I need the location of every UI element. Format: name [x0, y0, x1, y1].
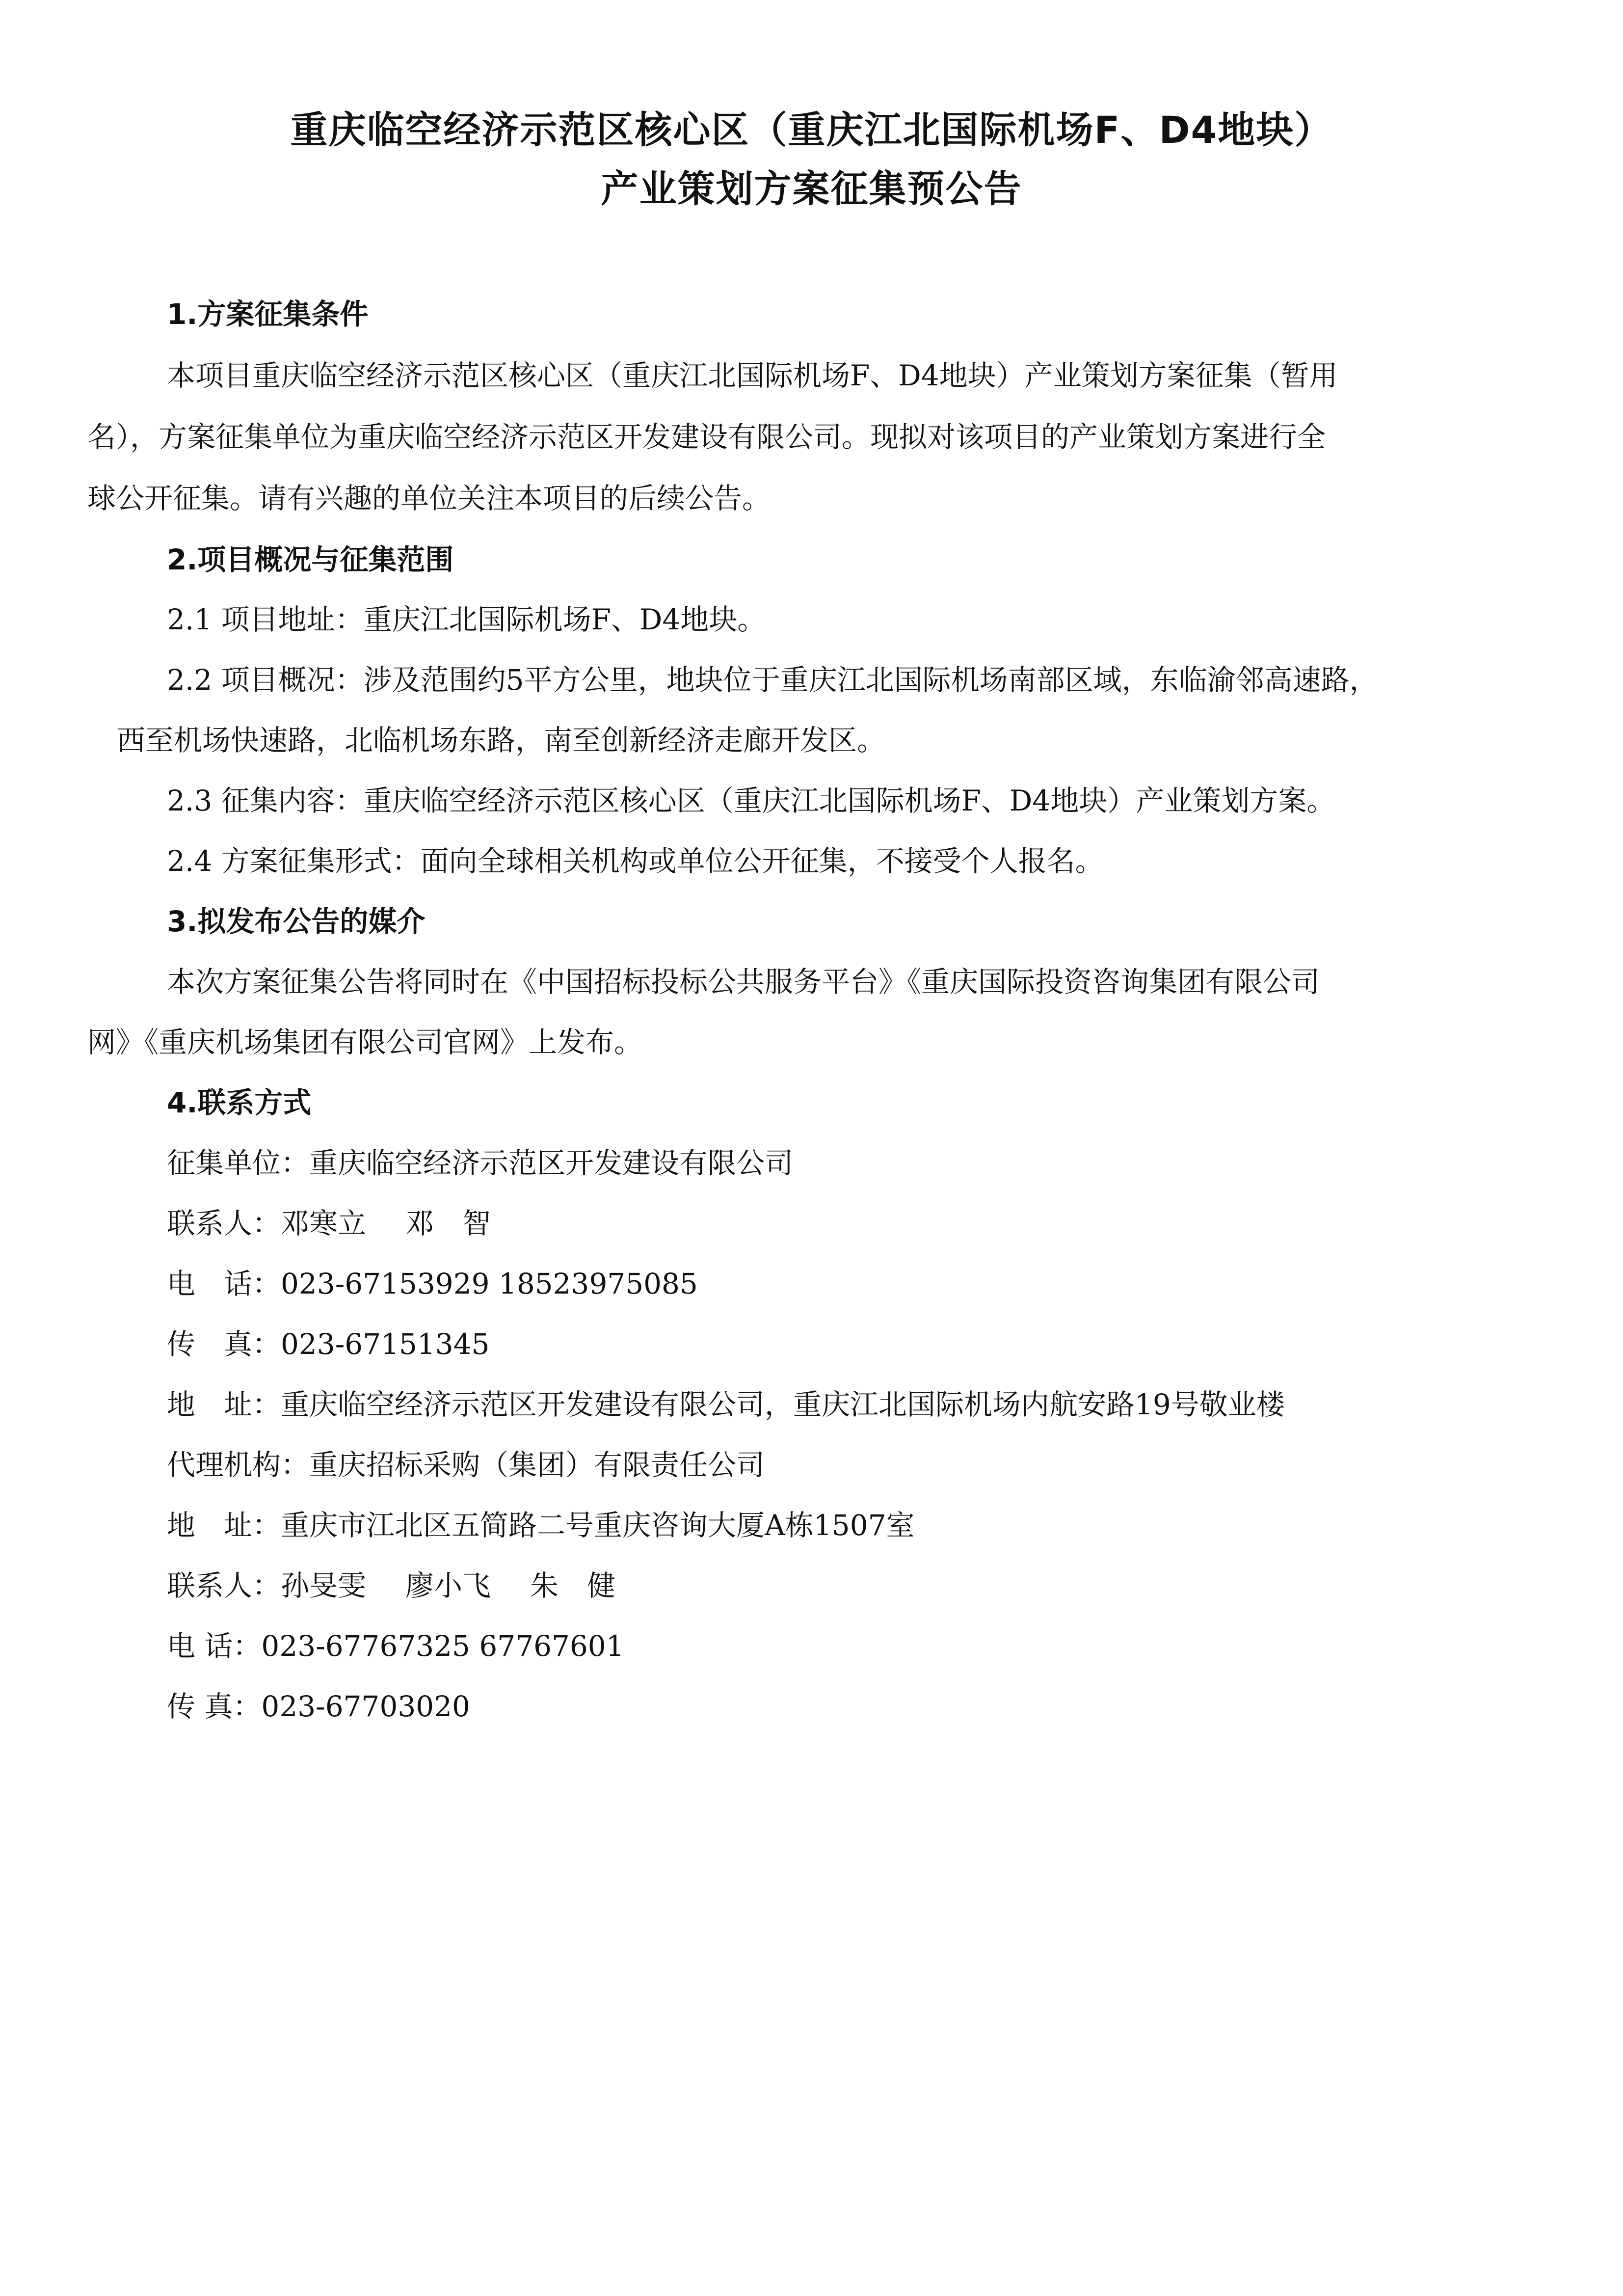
contact-persons-label: 联系人： — [167, 1207, 281, 1240]
contact-persons — [167, 1204, 491, 1243]
section-1-paragraph-line-2: 名），方案征集单位为重庆临空经济示范区开发建设有限公司。现拟对该项目的产业策划方案进行全 — [87, 420, 1326, 454]
agent-contact-persons-label: 联系人： — [167, 1569, 281, 1602]
agent-contact-person-3: 朱 健 — [530, 1569, 616, 1602]
section-2-item-2-line-2: 西至机场快速路，北临机场东路，南至创新经济走廊开发区。 — [117, 724, 886, 757]
contact-person-1: 邓寒立 — [281, 1207, 367, 1240]
section-2-item-1: 2.1 项目地址：重庆江北国际机场F、D4地块。 — [167, 603, 766, 636]
section-4-heading: 4.联系方式 — [167, 1086, 312, 1119]
section-3-paragraph-line-1: 本次方案征集公告将同时在《中国招标投标公共服务平台》《重庆国际投资咨询集团有限公司 — [167, 965, 1320, 999]
section-2-item-2-line-1: 2.2 项目概况：涉及范围约5平方公里，地块位于重庆江北国际机场南部区域，东临渝邻高速路， — [167, 663, 1378, 697]
contact-address: 地 址：重庆临空经济示范区开发建设有限公司，重庆江北国际机场内航安路19号敬业楼 — [167, 1388, 1285, 1421]
section-1-heading: 1.方案征集条件 — [167, 297, 369, 331]
contact-phone: 电 话：023-67153929 18523975085 — [167, 1267, 698, 1300]
agent-organization: 代理机构：重庆招标采购（集团）有限责任公司 — [167, 1448, 765, 1482]
section-1-paragraph-line-3: 球公开征集。请有兴趣的单位关注本项目的后续公告。 — [87, 482, 771, 515]
document-title-line-1: 重庆临空经济示范区核心区（重庆江北国际机场F、D4地块） — [290, 108, 1333, 152]
agent-contact-person-2: 廖小飞 — [405, 1569, 491, 1602]
section-2-item-3: 2.3 征集内容：重庆临空经济示范区核心区（重庆江北国际机场F、D4地块）产业策划方案。 — [167, 784, 1335, 817]
agent-fax: 传 真：023-67703020 — [167, 1690, 470, 1723]
section-2-item-4: 2.4 方案征集形式：面向全球相关机构或单位公开征集，不接受个人报名。 — [167, 844, 1104, 878]
agent-contact-persons — [167, 1566, 615, 1605]
document-title-line-2: 产业策划方案征集预公告 — [601, 167, 1022, 211]
contact-organization: 征集单位：重庆临空经济示范区开发建设有限公司 — [167, 1146, 794, 1180]
agent-address: 地 址：重庆市江北区五简路二号重庆咨询大厦A栋1507室 — [167, 1509, 915, 1542]
section-1-paragraph-line-1: 本项目重庆临空经济示范区核心区（重庆江北国际机场F、D4地块）产业策划方案征集（暂用 — [167, 359, 1338, 392]
section-3-heading: 3.拟发布公告的媒介 — [167, 905, 426, 938]
section-2-heading: 2.项目概况与征集范围 — [167, 543, 454, 576]
section-3-paragraph-line-2: 网》《重庆机场集团有限公司官网》上发布。 — [87, 1026, 643, 1059]
agent-phone: 电 话：023-67767325 67767601 — [167, 1629, 624, 1663]
agent-contact-person-1: 孙旻雯 — [281, 1569, 367, 1602]
contact-fax: 传 真：023-67151345 — [167, 1327, 490, 1361]
contact-person-2: 邓 智 — [405, 1207, 491, 1240]
